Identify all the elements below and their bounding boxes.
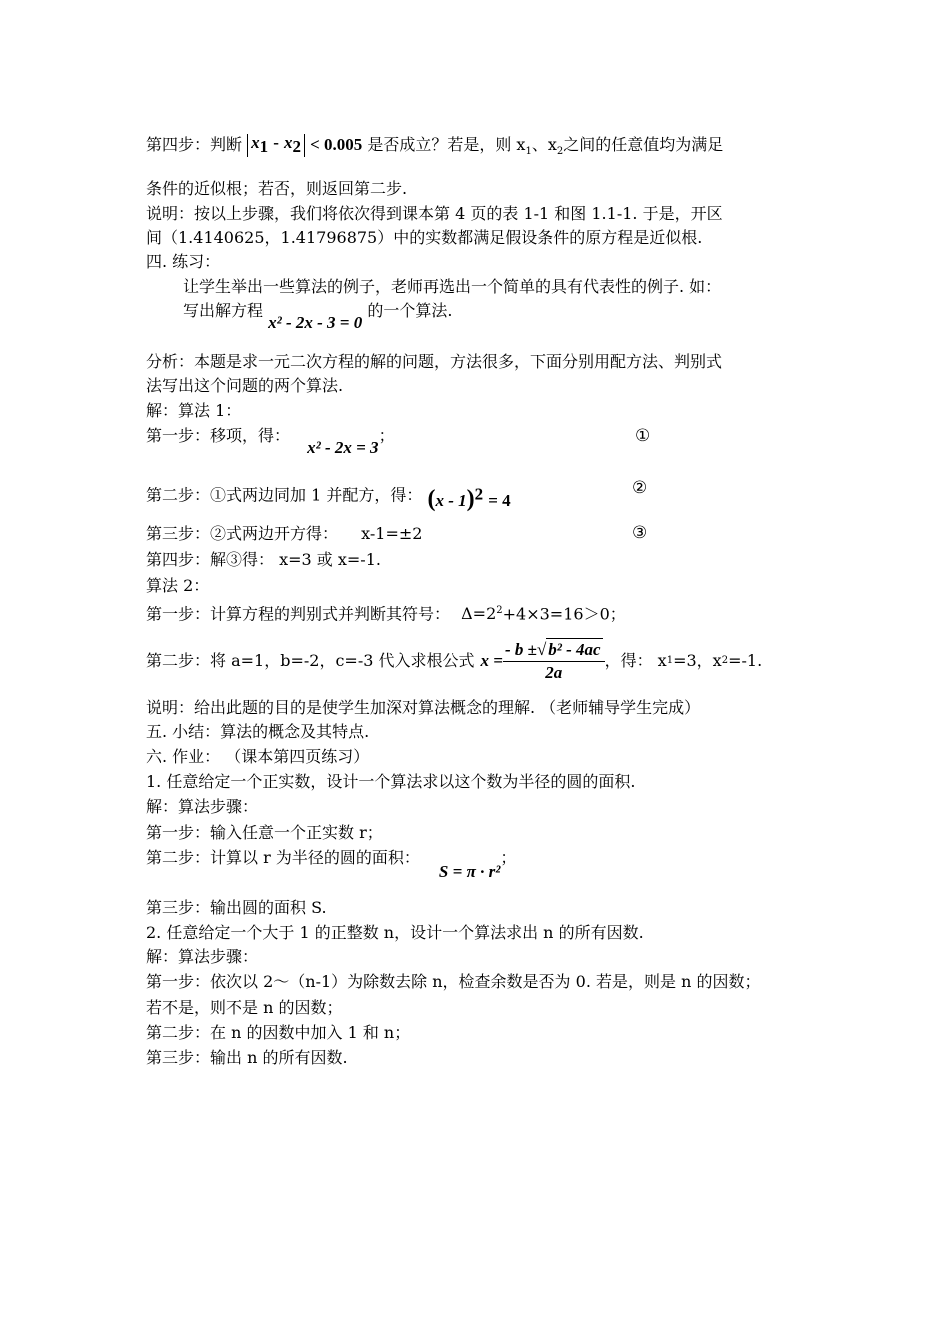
var-x: x	[283, 133, 293, 153]
text: ；	[378, 426, 395, 445]
text: 是否成立？若是，则 x	[367, 135, 526, 154]
circled-marker: ②	[632, 478, 648, 498]
step4-judge-line	[146, 134, 723, 163]
text: 第一步：移项，得：	[146, 426, 291, 445]
paragraph-line: 1. 任意给定一个正实数，设计一个算法求以这个数为半径的圆的面积.	[146, 772, 636, 791]
equation-line	[183, 300, 453, 332]
formula: = 4	[488, 491, 511, 511]
quadratic-equation: x² - 2x - 3 = 0	[268, 313, 363, 332]
step-line: 第三步：输出圆的面积 S.	[146, 898, 327, 917]
text: +4×3=16＞0；	[502, 604, 626, 624]
numerator: - b ±√ b² - 4ac	[503, 638, 605, 662]
paragraph-line: 说明：按以上步骤，我们将依次得到课本第 4 页的表 1-1 和图 1.1-1. 于是，开区	[146, 204, 723, 223]
circled-marker: ①	[635, 426, 651, 446]
text: x-1=±2	[361, 524, 423, 543]
paragraph-line: 说明：给出此题的目的是使学生加深对算法概念的理解. （老师辅导学生完成）	[146, 698, 701, 717]
denominator: 2a	[545, 663, 563, 682]
step-line: 第三步：输出 n 的所有因数.	[146, 1048, 348, 1067]
paragraph-line: 法写出这个问题的两个算法.	[146, 376, 344, 395]
step-line: 第一步：依次以 2～（n-1）为除数去除 n，检查余数是否为 0. 若是，则是 n 的因数；	[146, 972, 761, 991]
quadratic-formula-line	[146, 636, 762, 686]
text: 第二步：①式两边同加 1 并配方，得：	[146, 485, 423, 505]
text: 写出解方程	[183, 301, 264, 320]
step-line	[146, 600, 626, 625]
subscript: 2	[721, 655, 729, 666]
minus-sign: -	[273, 133, 279, 153]
step-line: 第二步：在 n 的因数中加入 1 和 n；	[146, 1023, 411, 1042]
paragraph-line: 2. 任意给定一个大于 1 的正整数 n，设计一个算法求出 n 的所有因数.	[146, 923, 644, 942]
area-formula: S = π · r²	[438, 862, 501, 881]
abs-difference-formula	[247, 134, 305, 156]
text: ，得： x	[604, 651, 667, 670]
paragraph-line: 若不是，则不是 n 的因数；	[146, 998, 343, 1017]
circled-marker: ③	[632, 523, 648, 543]
text: 第二步：将 a=1，b=-2，c=-3 代入求根公式	[146, 651, 475, 670]
text: =3，x	[673, 651, 722, 670]
paragraph-line: 算法 2：	[146, 576, 210, 595]
text: ；	[500, 848, 517, 867]
paren: )	[466, 486, 475, 513]
section-heading: 六. 作业： （课本第四页练习）	[146, 747, 370, 766]
section-heading: 四. 练习：	[146, 252, 221, 271]
text: =-1.	[728, 651, 763, 670]
superscript: 2	[474, 485, 484, 504]
formula: x - 1	[435, 491, 467, 511]
step-line	[146, 523, 422, 545]
text: 第二步：计算以 r 为半径的圆的面积：	[146, 848, 420, 867]
subscript: 2	[556, 146, 564, 158]
text: 第四步：判断	[146, 135, 243, 154]
paragraph-line: 间（1.4140625，1.41796875）中的实数都满足假设条件的原方程是近似根.	[146, 228, 703, 247]
subscript: 1	[259, 137, 269, 157]
subscript: 2	[292, 137, 301, 157]
superscript: 2	[496, 605, 503, 616]
quadratic-formula-fraction	[503, 638, 605, 684]
completed-square-formula	[427, 485, 511, 513]
radicand: b² - 4ac	[548, 640, 601, 659]
paragraph-line: 解：算法 1：	[146, 401, 242, 420]
step-line	[146, 847, 517, 881]
paragraph-line: 条件的近似根；若否，则返回第二步.	[146, 179, 408, 198]
paren: (	[427, 486, 436, 513]
step-line	[146, 425, 395, 457]
text: 、x	[531, 135, 557, 154]
step-line	[146, 478, 511, 513]
text: 第一步：计算方程的判别式并判断其符号：	[146, 604, 451, 624]
text: 之间的任意值均为满足	[563, 135, 724, 154]
section-heading: 五. 小结：算法的概念及其特点.	[146, 722, 370, 741]
formula: - b ±	[504, 640, 537, 659]
paragraph-line: 解：算法步骤：	[146, 947, 259, 966]
formula: x² - 2x = 3	[307, 438, 379, 457]
paragraph-line: 让学生举出一些算法的例子，老师再选出一个简单的具有代表性的例子. 如：	[183, 277, 722, 296]
step-line: 第四步：解③得： x=3 或 x=-1.	[146, 550, 381, 569]
subscript: 1	[666, 655, 674, 666]
text: Δ=2	[461, 604, 497, 624]
step-line: 第一步：输入任意一个正实数 r；	[146, 823, 383, 842]
inequality-rhs: < 0.005	[310, 135, 363, 154]
formula: x =	[480, 651, 503, 670]
paragraph-line: 解：算法步骤：	[146, 797, 259, 816]
text: 第三步：②式两边开方得：	[146, 524, 339, 543]
text: 的一个算法.	[367, 301, 453, 320]
paragraph-line: 分析：本题是求一元二次方程的解的问题，方法很多，下面分别用配方法、判别式	[146, 352, 723, 371]
var-x: x	[251, 133, 260, 153]
subscript: 1	[525, 146, 532, 158]
